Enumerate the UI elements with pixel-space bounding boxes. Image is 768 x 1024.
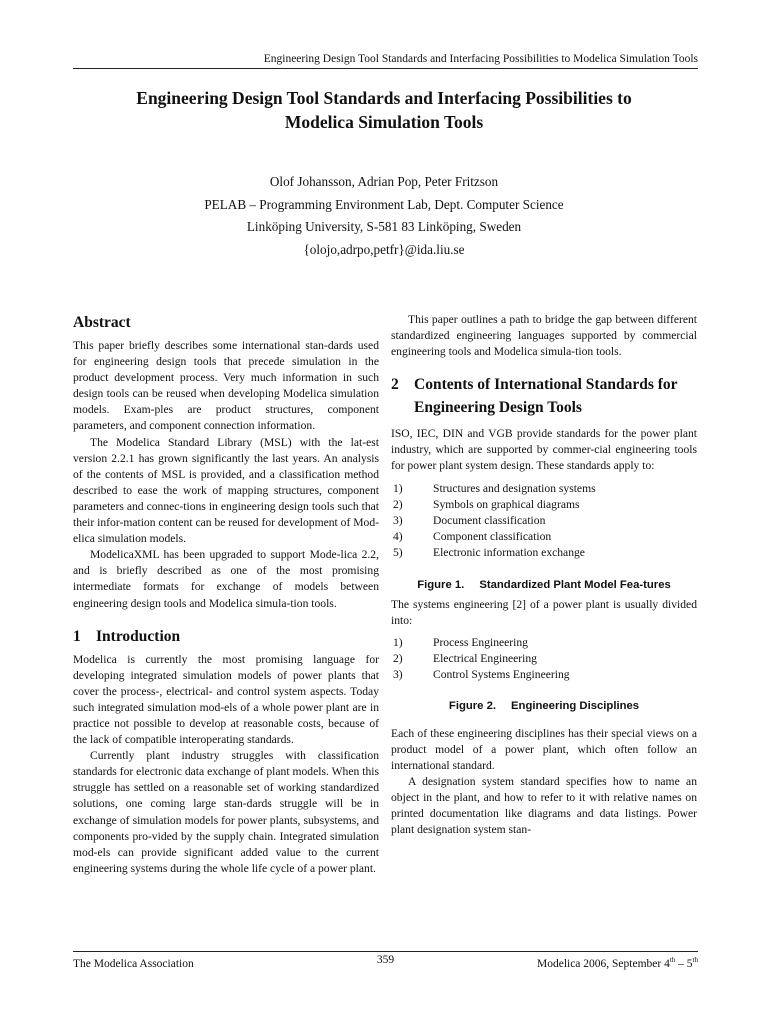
- figure-1-text: Standardized Plant Model Fea-tures: [479, 579, 671, 592]
- section2-number: 2: [391, 376, 399, 394]
- author-address: Linköping University, S-581 83 Linköping, Sweden: [246, 219, 522, 234]
- intro-number: 1: [73, 627, 81, 645]
- section2-paragraph-1: ISO, IEC, DIN and VGB provide standards for the power plant industry, which are supported by commer-cial engineering tools for power plant system design. These standards apply to:: [391, 427, 697, 473]
- abstract-paragraph-3: ModelicaXML has been upgraded to support Mode-lica 2.2, and is briefly described as one of the most promising intermediate formats for exchange of models between engineering design tools and Modelica simula-tion tools.: [73, 548, 379, 610]
- figure-1-label: Figure 1.: [417, 579, 465, 592]
- footer-association: The Modelica Association: [73, 958, 194, 970]
- list-item: 5) Electronic information exchange: [393, 545, 585, 559]
- list-item: 2) Symbols on graphical diagrams: [393, 497, 580, 511]
- author-names: Olof Johansson, Adrian Pop, Peter Fritzson: [269, 174, 499, 189]
- intro-heading: [73, 626, 379, 648]
- section2-paragraph-2: The systems engineering [2] of a power plant is usually divided into:: [391, 598, 697, 628]
- intro-paragraph-3: This paper outlines a path to bridge the gap between different standardized engineering languages supported by commercial engineering tools and Modelica simula-tion tools.: [391, 313, 697, 359]
- section2-paragraph-3: Each of these engineering disciplines has their special views on a product model of a power plant, which often follow an international standard.: [391, 726, 697, 772]
- figure-2-label: Figure 2.: [448, 699, 497, 712]
- disciplines-list: [391, 635, 697, 683]
- intro-paragraph-1: Modelica is currently the most promising language for developing integrated simulation models of power plants that cover the process-, electrical- and control system aspects. Today such integrated simulation mod-els of a whole power plant are in practice not possible to develop at reasonable costs, because of the lack of compatible interoperating standards.: [73, 652, 379, 747]
- list-item: 1) Structures and designation systems: [393, 481, 596, 495]
- abstract-paragraph-2: The Modelica Standard Library (MSL) with the lat-est version 2.2.1 has grown significantly the last years. An analysis of the contents of MSL is provided, and a classification method described to ease the work of mapping structures, component parameters and connec-tions in engineering design tools such that their infor-mation content can be reused for development of Mod-elica simulation models.: [73, 435, 379, 546]
- list-item: 4) Component classification: [393, 529, 552, 543]
- intro-paragraph-2: Currently plant industry struggles with classification standards for electronic data exchange of plant models. When this struggle has settled on a reasonable set of working standardized solutions, one coming large stan-dards struggle will be in exchange of simulation models for power plants, subsystems, and components pro-vided by the supply chain. Integrated simulation mod-els can provide significant added value to the current engineering systems during the whole life cycle of a power plant.: [73, 749, 379, 875]
- author-email: {olojo,adrpo,petfr}@ida.liu.se: [303, 241, 465, 257]
- author-affiliation: PELAB – Programming Environment Lab, Dept. Computer Science: [204, 196, 564, 212]
- intro-title: Introduction: [96, 627, 181, 645]
- abstract-heading: Abstract: [73, 314, 131, 331]
- right-column: [391, 312, 697, 838]
- running-header: Engineering Design Tool Standards and Interfacing Possibilities to Modelica Simulation Tools: [73, 53, 698, 69]
- list-item: 3) Document classification: [393, 513, 546, 527]
- list-item: 3) Control Systems Engineering: [393, 668, 570, 682]
- figure-1-caption: [411, 577, 677, 593]
- list-item: 2) Electrical Engineering: [393, 652, 537, 666]
- title-line-2: Modelica Simulation Tools: [284, 112, 484, 132]
- author-block: [60, 171, 708, 261]
- title-line-1: Engineering Design Tool Standards and Interfacing Possibilities to: [136, 88, 632, 108]
- standards-list: [391, 481, 697, 561]
- list-item: 1) Process Engineering: [393, 636, 528, 650]
- left-column: [73, 312, 379, 877]
- paper-title: [60, 86, 708, 134]
- page-number: 359: [376, 954, 395, 966]
- figure-2-text: Engineering Disciplines: [511, 699, 640, 712]
- section2-paragraph-4: A designation system standard specifies how to name an object in the plant, and how to refer to it with relative names on printed documentation like diagrams and data listings. Power plant designation system stan-: [391, 774, 697, 837]
- section2-title: Contents of International Standards for Engineering Design Tools: [414, 376, 678, 416]
- abstract-paragraph-1: This paper briefly describes some international stan-dards used for engineering design tools that precede simulation in the product development process. Very much information in such design tools can be reused when developing Modelica simulation models. Exam-ples are product structures, component parameters, and component connection information.: [73, 339, 379, 433]
- figure-2-caption: [391, 698, 697, 714]
- page-footer: [73, 951, 698, 970]
- section2-heading: [391, 374, 697, 419]
- footer-conference: Modelica 2006, September 4th – 5th: [536, 956, 698, 970]
